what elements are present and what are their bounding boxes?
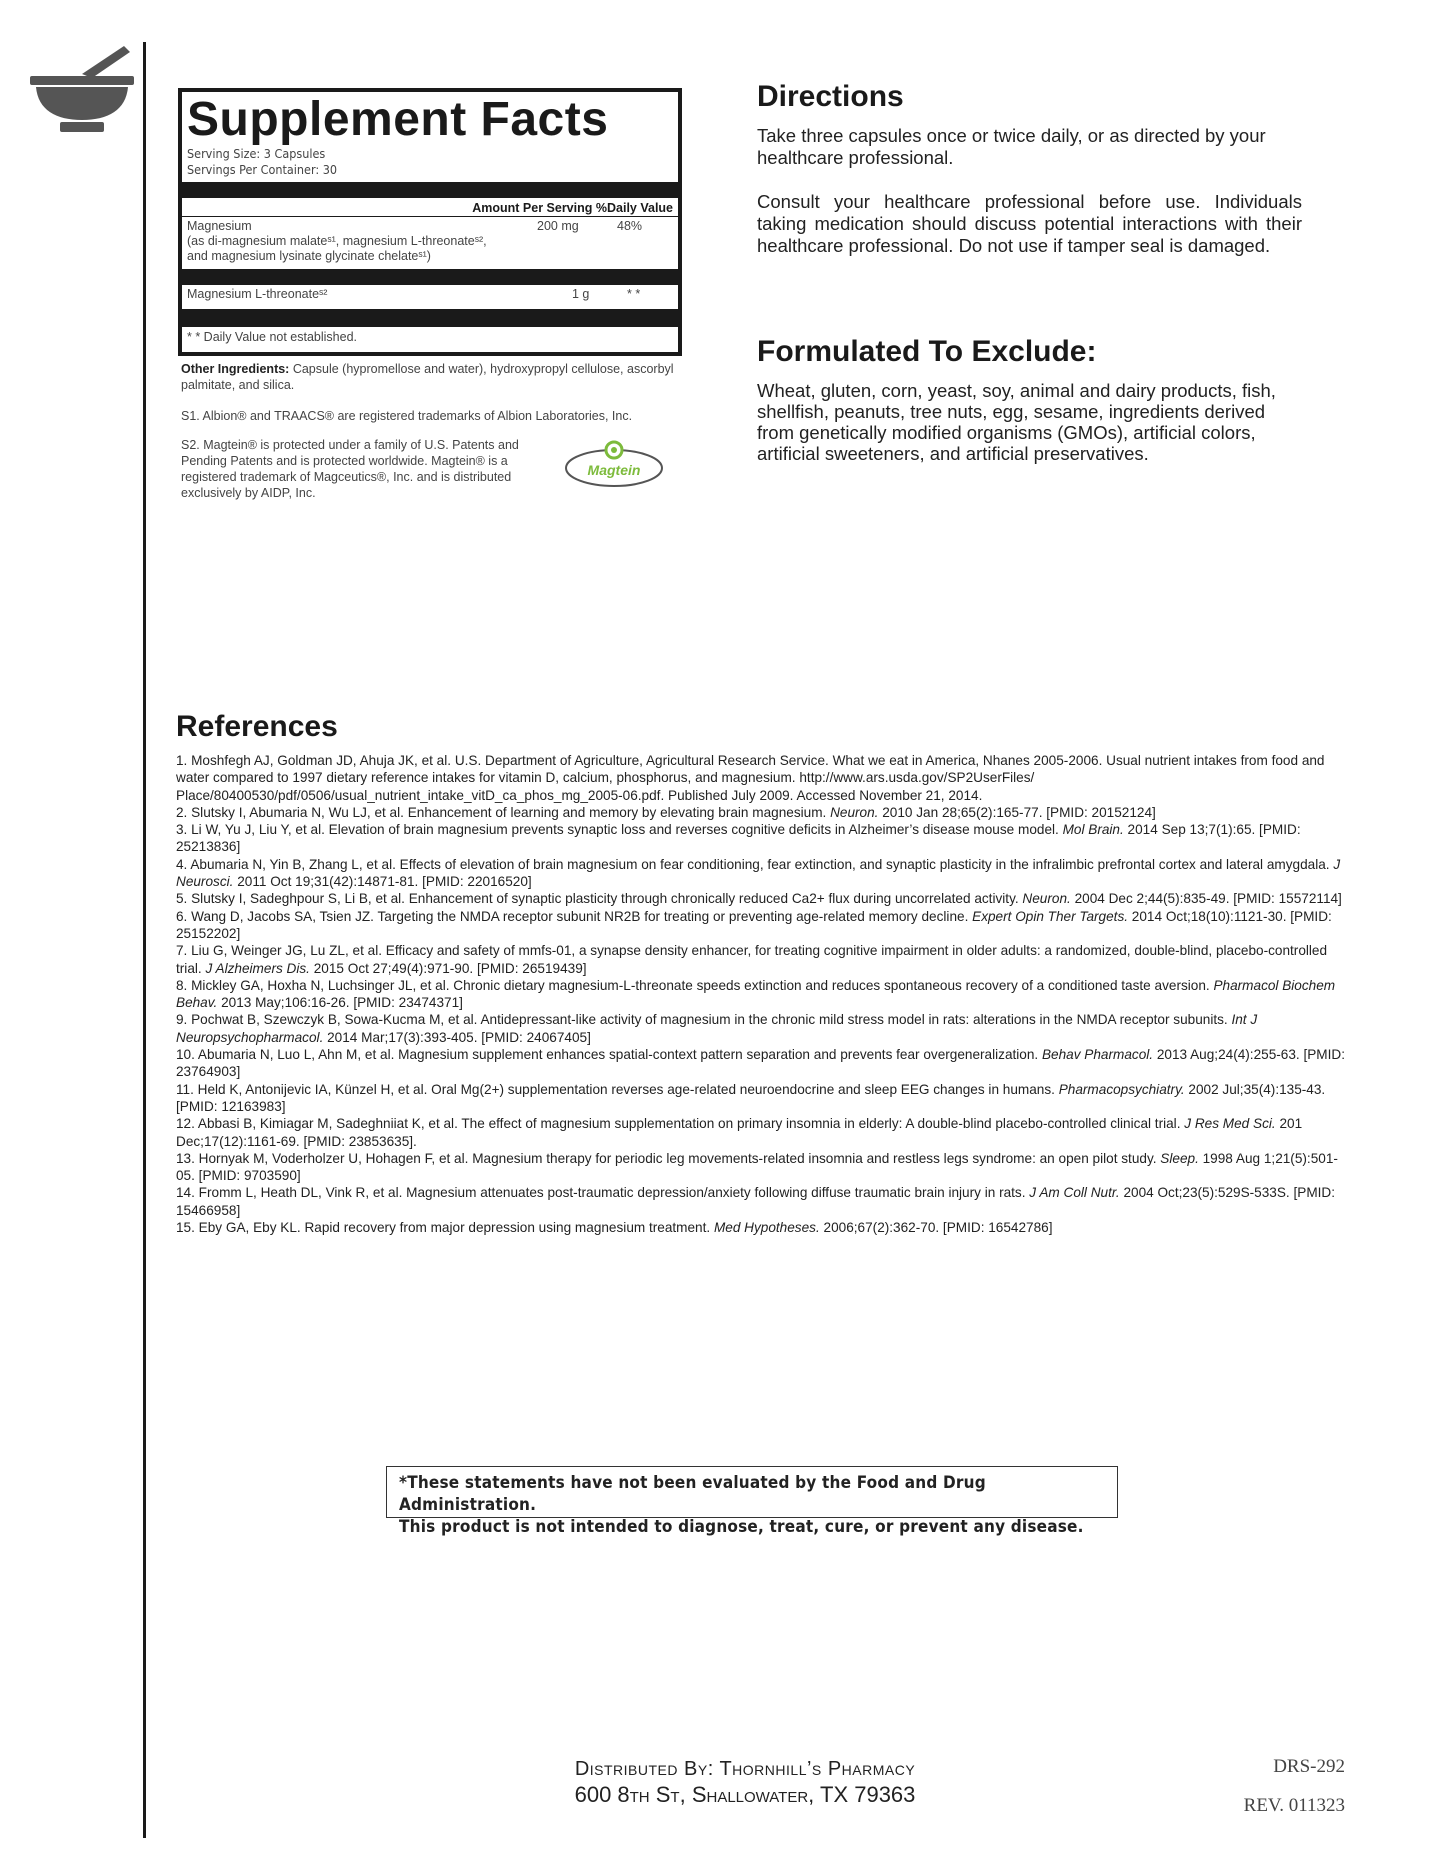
reference-citation: 2011 Oct 19;31(42):14871-81. [PMID: 22016520] — [233, 874, 532, 890]
thick-divider — [182, 309, 678, 327]
fda-disclaimer — [386, 1466, 1118, 1537]
directions-text: Take three capsules once or twice daily, or as directed by your healthcare professional. — [757, 125, 1266, 168]
reference-journal: J Neurosci. — [176, 856, 1341, 890]
s2-note: S2. Magtein® is protected under a family of U.S. Patents and Pending Patents and is protected worldwide. Magtein® is a registered trademark of Magceutics®, Inc. and is distributed exclusively by AIDP, Inc. — [181, 438, 519, 500]
revision-code: REV. 011323 — [1243, 1795, 1345, 1816]
reference-item — [176, 856, 1346, 891]
thick-divider — [182, 182, 678, 198]
magtein-logo-text: Magtein — [587, 462, 641, 478]
reference-text: 11. Held K, Antonijevic IA, Künzel H, et al. Oral Mg(2+) supplementation reverses age-related neuroendocrine and sleep EEG changes in humans. — [176, 1081, 1059, 1097]
exclude-title: Formulated To Exclude: — [757, 335, 1097, 368]
reference-citation: 2006;67(2):362-70. [PMID: 16542786] — [819, 1220, 1053, 1236]
document-code: DRS-292 — [1273, 1756, 1345, 1777]
reference-citation: 2004 Oct;23(5):529S-533S. [PMID: 15466958] — [176, 1185, 1336, 1218]
reference-item — [176, 1046, 1346, 1081]
nutrient-row-threonate — [187, 285, 673, 307]
nutrient-detail: and magnesium lysinate glycinate chelateˢ¹) — [187, 249, 431, 263]
reference-item — [176, 1081, 1346, 1116]
reference-text: 12. Abbasi B, Kimiagar M, Sadeghniiat K, et al. The effect of magnesium supplementation on primary insomnia in elderly: A double-blind placebo-controlled clinical trial. — [176, 1116, 1185, 1132]
reference-item — [176, 1219, 1346, 1236]
nutrient-name: Magnesium — [187, 219, 252, 233]
reference-text: 7. Liu G, Weinger JG, Lu ZL, et al. Efficacy and safety of mmfs-01, a synapse density enhancer, for treating cognitive impairment in older adults: a randomized, double-blind, placebo-controlled trial. — [176, 943, 1328, 976]
page-left-rule — [143, 42, 146, 1838]
reference-text: 9. Pochwat B, Szewczyk B, Sowa-Kucma M, et al. Antidepressant-like activity of magnesium in the chronic mild stress model in rats: alterations in the NMDA receptor subunits. — [176, 1012, 1232, 1028]
reference-citation: 2014 Mar;17(3):393-405. [PMID: 24067405] — [323, 1029, 591, 1045]
reference-item — [176, 1150, 1346, 1185]
reference-journal: Med Hypotheses. — [713, 1220, 820, 1236]
reference-text: 10. Abumaria N, Luo L, Ahn M, et al. Magnesium supplement enhances spatial-context pattern separation and prevents fear overgeneralization. — [176, 1047, 1042, 1063]
references-list — [176, 752, 1346, 1236]
reference-journal: Mol Brain. — [1062, 822, 1124, 838]
reference-citation: 2002 Jul;35(4):135-43. [PMID: 12163983] — [176, 1081, 1326, 1114]
reference-citation: 2004 Dec 2;44(5):835-49. [PMID: 15572114] — [1070, 891, 1342, 907]
nutrient-dv: 48% — [617, 219, 643, 233]
other-ingredients-text: Capsule (hypromellose and water), hydroxypropyl cellulose, ascorbyl palmitate, and silica. — [181, 362, 674, 392]
serving-size: Serving Size: 3 Capsules — [187, 146, 326, 161]
reference-citation: 2013 Aug;24(4):255-63. [PMID: 23764903] — [176, 1047, 1346, 1080]
s1-note: S1. Albion® and TRAACS® are registered trademarks of Albion Laboratories, Inc. — [181, 409, 633, 423]
nutrient-name: Magnesium L-threonateˢ² — [187, 287, 328, 301]
exclude-text: Wheat, gluten, corn, yeast, soy, animal and dairy products, fish, shellfish, peanuts, tree nuts, egg, sesame, ingredients derived from genetically modified organisms (GMOs), artificial colors, artificial sweeteners, and artificial preservatives. — [757, 380, 1276, 464]
reference-text: 8. Mickley GA, Hoxha N, Luchsinger JL, et al. Chronic dietary magnesium-L-threonate speeds extinction and reduces spontaneous recovery of a conditioned taste aversion. — [176, 977, 1214, 993]
reference-item — [176, 890, 1346, 907]
reference-text: 4. Abumaria N, Yin B, Zhang L, et al. Effects of elevation of brain magnesium on fear conditioning, fear extinction, and synaptic plasticity in the infralimbic prefrontal cortex and lateral amygdala. — [176, 856, 1334, 872]
reference-journal: Pharmacopsychiatry. — [1058, 1081, 1185, 1097]
reference-journal: Pharmacol Biochem Behav. — [176, 977, 1336, 1011]
magtein-logo — [562, 440, 666, 490]
nutrient-amount: 1 g — [572, 287, 590, 301]
reference-journal: J Am Coll Nutr. — [1029, 1185, 1120, 1201]
disclaimer-line-1: *These statements have not been evaluated by the Food and Drug Administration. — [399, 1473, 986, 1515]
reference-citation: 2014 Sep 13;7(1):65. [PMID: 25213836] — [176, 822, 1301, 855]
reference-journal: Neuron. — [830, 804, 879, 820]
other-ingredients — [181, 361, 681, 393]
reference-citation: 2013 May;106:16-26. [PMID: 23474371] — [217, 995, 463, 1011]
thick-divider — [182, 269, 678, 285]
reference-text: 6. Wang D, Jacobs SA, Tsien JZ. Targeting the NMDA receptor subunit NR2B for treating or preventing age-related memory decline. — [176, 908, 973, 924]
reference-text: 14. Fromm L, Heath DL, Vink R, et al. Magnesium attenuates post-traumatic depression/anxiety following diffuse traumatic brain injury in rats. — [176, 1185, 1030, 1201]
dv-footnote: * * Daily Value not established. — [187, 330, 358, 344]
reference-text: 1. Moshfegh AJ, Goldman JD, Ahuja JK, et al. U.S. Department of Agriculture, Agricultural Research Service. What we eat in America, Nhanes 2005-2006. Usual nutrient intakes from food and water compared to 1997 dietary reference intakes for vitamin D, calcium, phosphorus, and magnesium. http://www.ars.usda.gov/SP2UserFiles/ Place/80400530/pdf/0506/usual_nutrient_intake_vitD_ca_phos_mg_2005-06.pdf. Published July 2009. Accessed November 21, 2014. — [176, 753, 1325, 803]
other-ingredients-label: Other Ingredients: — [181, 362, 290, 376]
reference-citation: 201 Dec;17(12):1161-69. [PMID: 23853635]. — [176, 1116, 1303, 1149]
reference-journal: Sleep. — [1160, 1150, 1199, 1166]
directions-title: Directions — [757, 80, 904, 113]
supplement-facts-title: Supplement Facts — [187, 93, 609, 146]
reference-journal: J Alzheimers Dis. — [205, 960, 310, 976]
reference-journal: Int J Neuropsychopharmacol. — [176, 1012, 1258, 1045]
reference-item — [176, 942, 1346, 977]
consult-text: Consult your healthcare professional before use. Individuals taking medication should discuss potential interactions with their healthcare professional. Do not use if tamper seal is damaged. — [757, 191, 1302, 256]
reference-journal: J Res Med Sci. — [1184, 1116, 1276, 1132]
dv-header: %Daily Value — [595, 201, 673, 215]
reference-item — [176, 1011, 1346, 1046]
references-title: References — [176, 710, 338, 743]
reference-item — [176, 804, 1346, 821]
reference-journal: Expert Opin Ther Targets. — [972, 908, 1129, 924]
reference-item — [176, 1115, 1346, 1150]
mortar-pestle-icon — [26, 40, 138, 136]
reference-item — [176, 1184, 1346, 1219]
nutrient-amount: 200 mg — [537, 219, 579, 233]
reference-item — [176, 752, 1346, 804]
reference-item — [176, 977, 1346, 1012]
reference-citation: 2010 Jan 28;65(2):165-77. [PMID: 20152124] — [878, 804, 1156, 820]
amount-header: Amount Per Serving — [472, 201, 593, 215]
distributor-block — [520, 1756, 970, 1808]
disclaimer-line-2: This product is not intended to diagnose, treat, cure, or prevent any disease. — [399, 1517, 1084, 1537]
reference-citation: 2015 Oct 27;49(4):971-90. [PMID: 26519439] — [309, 960, 587, 976]
reference-item — [176, 821, 1346, 856]
nutrient-detail: (as di-magnesium malateˢ¹, magnesium L-threonateˢ², — [187, 234, 487, 248]
reference-journal: Neuron. — [1022, 891, 1071, 907]
column-headers — [182, 198, 678, 217]
distributor-name: Distributed By: Thornhill’s Pharmacy — [574, 1758, 916, 1780]
nutrient-dv: * * — [627, 287, 641, 301]
supplement-facts-panel — [178, 88, 682, 356]
reference-text: 2. Slutsky I, Abumaria N, Wu LJ, et al. Enhancement of learning and memory by elevating brain magnesium. — [176, 804, 831, 820]
reference-citation: 1998 Aug 1;21(5):501-05. [PMID: 9703590] — [176, 1150, 1338, 1184]
distributor-address: 600 8th St, Shallowater, TX 79363 — [574, 1782, 916, 1807]
reference-text: 15. Eby GA, Eby KL. Rapid recovery from major depression using magnesium treatment. — [176, 1220, 714, 1236]
reference-item — [176, 908, 1346, 943]
reference-text: 5. Slutsky I, Sadeghpour S, Li B, et al. Enhancement of synaptic plasticity through chronically reduced Ca2+ flux during uncorrelated activity. — [176, 891, 1023, 907]
servings-per-container: Servings Per Container: 30 — [187, 162, 338, 177]
reference-journal: Behav Pharmacol. — [1041, 1047, 1154, 1063]
reference-citation: 2014 Oct;18(10):1121-30. [PMID: 25152202] — [176, 908, 1332, 941]
nutrient-row-magnesium — [187, 217, 673, 267]
reference-text: 3. Li W, Yu J, Liu Y, et al. Elevation of brain magnesium prevents synaptic loss and reverses cognitive deficits in Alzheimer’s disease mouse model. — [176, 822, 1063, 838]
reference-text: 13. Hornyak M, Voderholzer U, Hohagen F, et al. Magnesium therapy for periodic leg movements-related insomnia and restless legs syndrome: an open pilot study. — [176, 1150, 1161, 1166]
